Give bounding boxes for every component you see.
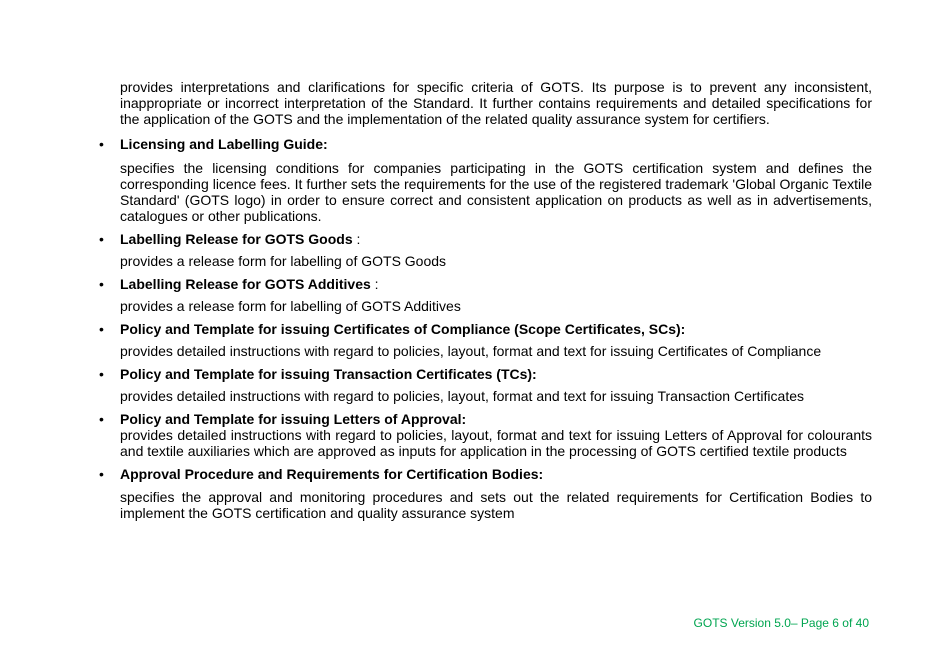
list-item-licensing-labelling-guide	[99, 136, 872, 224]
item-heading	[99, 276, 872, 292]
item-heading-text: Labelling Release for GOTS Additives	[120, 276, 371, 292]
item-heading	[99, 411, 872, 427]
bullet-icon: •	[99, 321, 104, 337]
list-item-labelling-release-additives	[99, 276, 872, 314]
bullet-icon: •	[99, 411, 104, 427]
intro-paragraph: provides interpretations and clarifications for specific criteria of GOTS. Its purpose is to prevent any inconsistent, inappropriate or incorrect interpretation of the Standard. It further contains requirements and detailed specifications for the application of the GOTS and the implementation of the related quality assurance system for certifiers.	[120, 79, 872, 127]
item-heading	[99, 466, 872, 482]
item-description: provides a release form for labelling of GOTS Additives	[120, 298, 461, 314]
item-heading-text: Licensing and Labelling Guide:	[120, 136, 328, 152]
bullet-icon: •	[99, 136, 104, 152]
item-heading-text: Policy and Template for issuing Letters of Approval:	[120, 411, 467, 427]
item-heading-suffix: :	[352, 231, 361, 247]
item-heading-text: Approval Procedure and Requirements for Certification Bodies:	[120, 466, 544, 482]
item-heading	[99, 366, 872, 382]
bullet-icon: •	[99, 466, 104, 482]
item-description: provides detailed instructions with regard to policies, layout, format and text for issuing Certificates of Compliance	[120, 343, 822, 359]
item-heading-text: Policy and Template for issuing Transaction Certificates (TCs):	[120, 366, 537, 382]
item-description: specifies the licensing conditions for companies participating in the GOTS certification system and defines the corresponding licence fees. It further sets the requirements for the use of the registered trademark 'Global Organic Textile Standard' (GOTS logo) in order to ensure correct and consistent application on products as well as in advertisements, catalogues or other publications.	[120, 160, 872, 224]
list-item-certification-bodies	[99, 466, 872, 521]
list-item-certificates-of-compliance	[99, 321, 872, 359]
list-item-letters-of-approval	[99, 411, 872, 459]
list-item-labelling-release-goods	[99, 231, 872, 269]
item-description: provides detailed instructions with regard to policies, layout, format and text for issuing Letters of Approval for colourants and textile auxiliaries which are approved as inputs for application in the processing of GOTS certified textile products	[120, 427, 872, 459]
item-heading-text: Labelling Release for GOTS Goods	[120, 231, 353, 247]
list-item-transaction-certificates	[99, 366, 872, 404]
document-body	[99, 79, 872, 521]
item-description: specifies the approval and monitoring procedures and sets out the related requirements for Certification Bodies to implement the GOTS certification and quality assurance system	[120, 489, 872, 521]
item-heading-text: Policy and Template for issuing Certificates of Compliance (Scope Certificates, SCs):	[120, 321, 686, 337]
item-heading-suffix: :	[370, 276, 379, 292]
item-heading	[99, 136, 872, 152]
bullet-icon: •	[99, 366, 104, 382]
item-description: provides a release form for labelling of GOTS Goods	[120, 253, 447, 269]
item-heading	[99, 231, 872, 247]
bullet-icon: •	[99, 276, 104, 292]
page-footer: GOTS Version 5.0– Page 6 of 40	[693, 616, 869, 630]
item-description: provides detailed instructions with regard to policies, layout, format and text for issuing Transaction Certificates	[120, 388, 804, 404]
bullet-icon: •	[99, 231, 104, 247]
item-heading	[99, 321, 872, 337]
